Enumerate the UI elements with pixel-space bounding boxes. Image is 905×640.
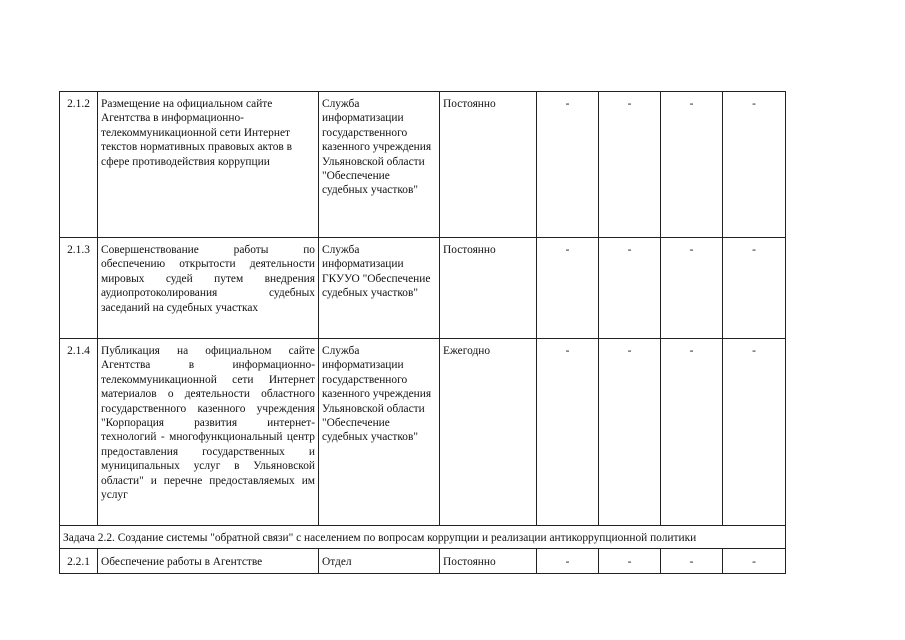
- term-cell: Постоянно: [440, 549, 537, 574]
- value-cell: -: [537, 549, 599, 574]
- value-cell: -: [537, 339, 599, 526]
- activity-cell: Совершенствование работы по обеспечению открытости деятельности мировых судей путем внедрения аудиопротоколирования судебных заседаний на судебных участках: [98, 238, 319, 339]
- value-cell: -: [599, 549, 661, 574]
- term-cell: Постоянно: [440, 92, 537, 238]
- task-heading: Задача 2.2. Создание системы "обратной связи" с населением по вопросам коррупции и реализации антикоррупционной политики: [60, 526, 786, 549]
- value-cell: -: [723, 238, 786, 339]
- table-row: [60, 238, 786, 339]
- term-cell: Постоянно: [440, 238, 537, 339]
- activity-cell: Размещение на официальном сайте Агентства в информационно-телекоммуникационной сети Интернет текстов нормативных правовых актов в сфере противодействия коррупции: [98, 92, 319, 238]
- value-cell: -: [599, 339, 661, 526]
- responsible-cell: Служба информатизации государственного казенного учреждения Ульяновской области "Обеспечение судебных участков": [319, 92, 440, 238]
- value-cell: -: [661, 92, 723, 238]
- value-cell: -: [537, 92, 599, 238]
- row-number: 2.1.3: [60, 238, 98, 339]
- table-row: [60, 339, 786, 526]
- responsible-cell: Служба информатизации государственного казенного учреждения Ульяновской области "Обеспечение судебных участков": [319, 339, 440, 526]
- activity-cell: Публикация на официальном сайте Агентства в информационно-телекоммуникационной сети Интернет материалов о деятельности областного государственного казенного учреждения "Корпорация развития интернет-технологий - многофункциональный центр предоставления государственных и муниципальных услуг в Ульяновской области" и перечне предоставляемых им услуг: [98, 339, 319, 526]
- table-row: [60, 92, 786, 238]
- activity-cell: Обеспечение работы в Агентстве: [98, 549, 319, 574]
- responsible-cell: Служба информатизации ГКУУО "Обеспечение судебных участков": [319, 238, 440, 339]
- value-cell: -: [723, 339, 786, 526]
- term-cell: Ежегодно: [440, 339, 537, 526]
- value-cell: -: [599, 92, 661, 238]
- value-cell: -: [723, 549, 786, 574]
- value-cell: -: [723, 92, 786, 238]
- row-number: 2.1.4: [60, 339, 98, 526]
- value-cell: -: [661, 238, 723, 339]
- row-number: 2.2.1: [60, 549, 98, 574]
- value-cell: -: [599, 238, 661, 339]
- anticorruption-plan-table: [59, 91, 786, 574]
- row-number: 2.1.2: [60, 92, 98, 238]
- responsible-cell: Отдел: [319, 549, 440, 574]
- task-heading-row: [60, 526, 786, 549]
- value-cell: -: [661, 549, 723, 574]
- value-cell: -: [537, 238, 599, 339]
- table-row: [60, 549, 786, 574]
- value-cell: -: [661, 339, 723, 526]
